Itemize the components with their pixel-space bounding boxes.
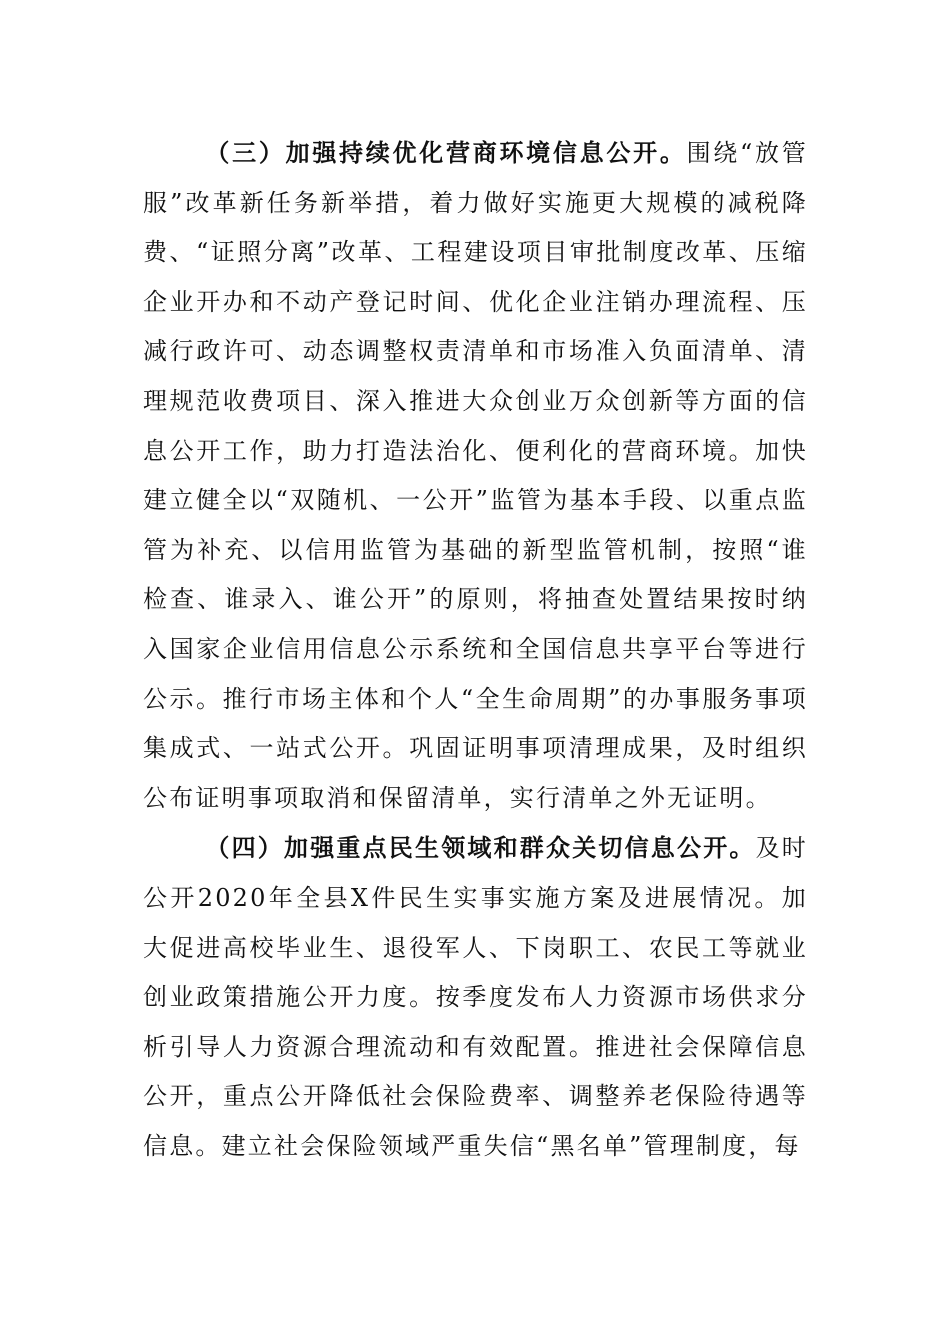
paragraph-text: 及时公开2020年全县X件民生实事实施方案及进展情况。加大促进高校毕业生、退役军人、下岗职工、农民工等就业创业政策措施公开力度。按季度发布人力资源市场供求分析引导人力资源合理流动和有效配置。推进社会保障信息公开，重点公开降低社会保险费率、调整养老保险待遇等信息。建立社会保险领域严重失信“黑名单”管理制度，每: [143, 834, 808, 1160]
document-body: [143, 128, 808, 1171]
paragraph-heading: （三）加强持续优化营商环境信息公开。: [205, 138, 687, 167]
paragraph-business-environment: [143, 128, 808, 823]
paragraph-livelihood: [143, 823, 808, 1171]
paragraph-heading: （四）加强重点民生领域和群众关切信息公开。: [205, 833, 756, 863]
paragraph-text: 围绕“放管服”改革新任务新举措，着力做好实施更大规模的减税降费、“证照分离”改革、工程建设项目审批制度改革、压缩企业开办和不动产登记时间、优化企业注销办理流程、压减行政许可、动态调整权责清单和市场准入负面清单、清理规范收费项目、深入推进大众创业万众创新等方面的信息公开工作，助力打造法治化、便利化的营商环境。加快建立健全以“双随机、一公开”监管为基本手段、以重点监管为补充、以信用监管为基础的新型监管机制，按照“谁检查、谁录入、谁公开”的原则，将抽查处置结果按时纳入国家企业信用信息公示系统和全国信息共享平台等进行公示。推行市场主体和个人“全生命周期”的办事服务事项集成式、一站式公开。巩固证明事项清理成果，及时组织公布证明事项取消和保留清单，实行清单之外无证明。: [143, 139, 808, 812]
